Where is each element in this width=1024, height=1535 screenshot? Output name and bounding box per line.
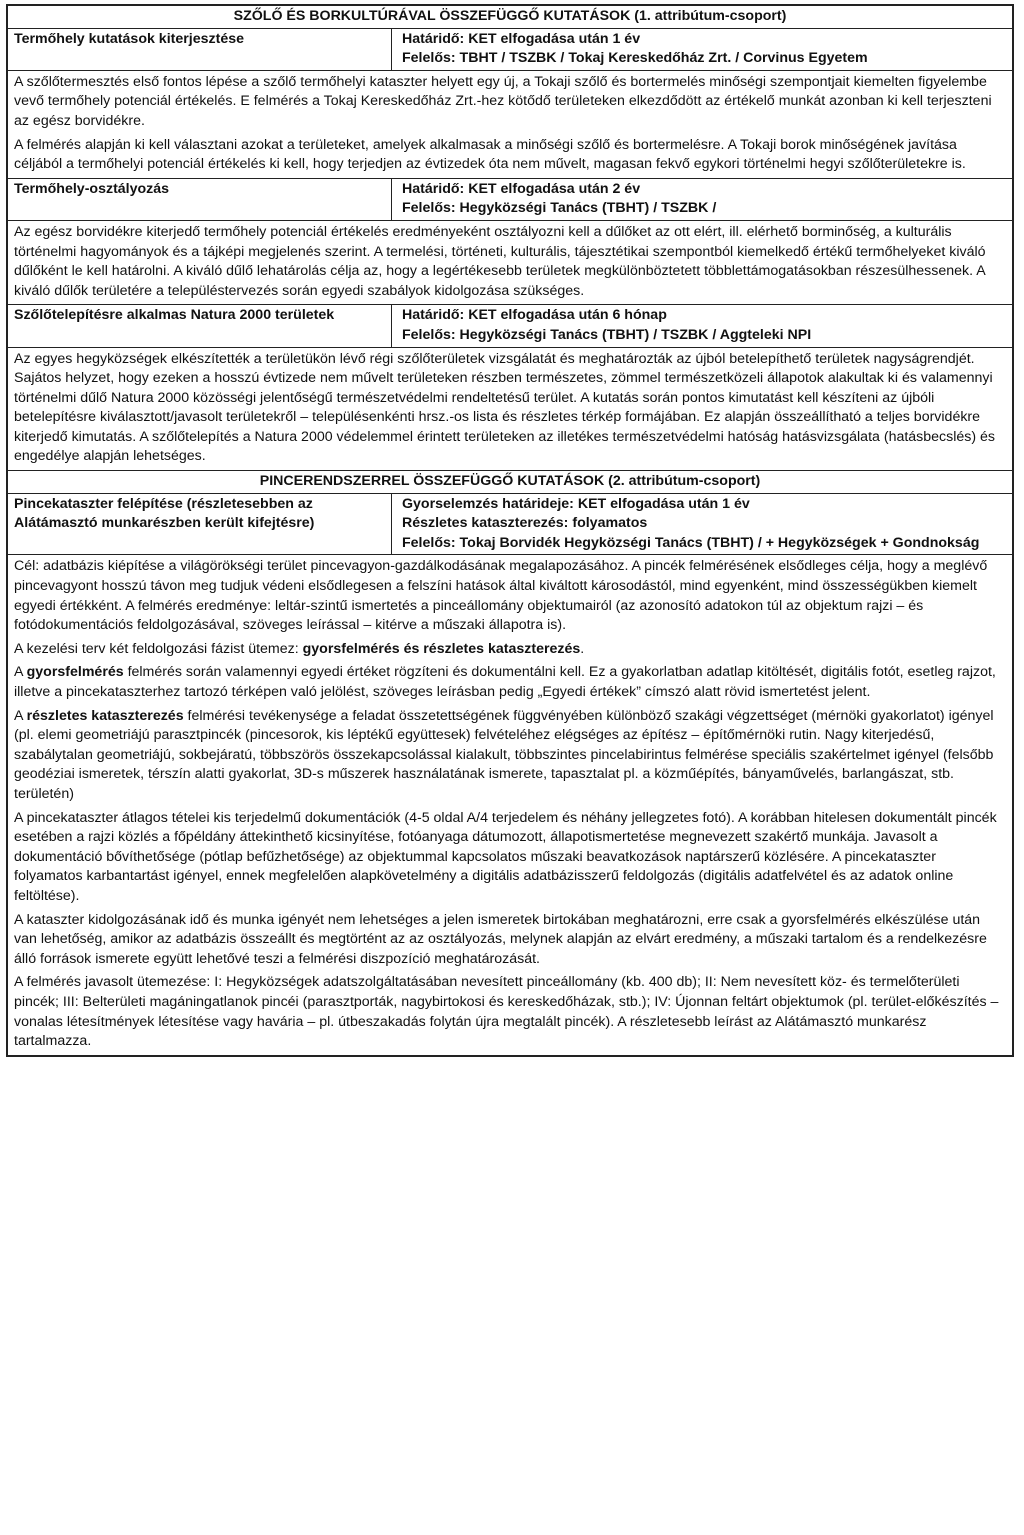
row-topic: Termőhely kutatások kiterjesztése — [8, 29, 392, 70]
text-run: felmérés során valamennyi egyedi értéket rögzíteni és dokumentálni kell. Ez a gyakorlatban adatlap kitöltését, digitális fotót, esetleg rajzot, illetve a pincekataszterhez tartozó térképen való jelölést, szöveges leírásban pedig „Egyedi értékek” címszó alatt rövid ismertetést jelent. — [14, 664, 996, 700]
paragraph: A felmérés alapján ki kell választani azokat a területeket, amelyek alkalmasak a minőségi szőlő és bortermelésre. A Tokaji borok minőségének javítása céljából a termőhelyi potenciál értékelés ki kell, hogy terjedjen az évtizedek óta nem művelt, magasan fekvő egykori történelmi hegyi szőlőterületekre is. — [14, 136, 966, 173]
deadline: Határidő: KET elfogadása után 2 év — [402, 180, 641, 197]
paragraph — [14, 640, 1006, 660]
section2-title: PINCERENDSZERREL ÖSSZEFÜGGŐ KUTATÁSOK (2. attribútum-csoport) — [8, 471, 1012, 494]
deadline: Határidő: KET elfogadása után 1 év — [402, 30, 641, 47]
bold-run: részletes kataszterezés — [26, 707, 184, 724]
paragraph: A pincekataszter átlagos tételei kis terjedelmű dokumentációk (4-5 oldal A/4 terjedelem és néhány jellegzetes fotó). A korábban hitelesen dokumentált pincék esetében a rajzi közlés a főpéldány áttekinthető kicsinyítése, fotóanyaga dátumozott, állapotismertetése megnevezett szakértő munkája. Javasolt a dokumentáció bővíthetősége (pótlap befűzhetősége) az objektummal kapcsolatos műszaki beavatkozások naptárszerű közlésére. A pincekataszter folyamatos karbantartást igényel, ennek megfelelően alapkövetelmény a digitális adatbázisszerű feldolgozás (digitális adatfelvétel és az adatok online feltöltése). — [14, 809, 997, 904]
row-meta — [392, 29, 1012, 70]
section1-title: SZŐLŐ ÉS BORKULTÚRÁVAL ÖSSZEFÜGGŐ KUTATÁSOK (1. attribútum-csoport) — [8, 6, 1012, 29]
paragraph: Cél: adatbázis kiépítése a világörökségi terület pincevagyon-gazdálkodásának megalapozásához. A pincék felmérésének elsődleges célja, hogy a meglévő pincevagyont hosszú távon meg tudjuk védeni elsődlegesen a felszíni hatások által kiváltott károsodástól, mind egyenként, mind összességükben kiemelt egyedi értékként. A felmérés eredménye: leltár-szintű ismertetés a pinceállomány objektumairól (az azonosító adatokon túl az objektum rajzi – és fotódokumentációs feldolgozásával, szöveges leírással – kitérve a műszaki állapotra is). — [14, 558, 988, 634]
bold-run: gyorsfelmérés és részletes kataszterezés — [302, 640, 581, 657]
text-run: . — [580, 640, 585, 657]
paragraph: A kataszter kidolgozásának idő és munka igényét nem lehetséges a jelen ismeretek birtokában meghatározni, erre csak a gyorsfelmérés elkészülése után van lehetőség, amikor az adatbázis összeállt és megtörtént az az osztályozás, melynek alapján az elvárt eredmény, a műszaki tartalom és a rendelkezésre álló források ismerete együtt lehetővé teszi a felmérési diszpozíció meghatározását. — [14, 911, 987, 967]
paragraph: Az egyes hegyközségek elkészítették a területükön lévő régi szőlőterületek vizsgálatát és meghatározták az újból betelepíthető területek nagyságrendjét. Sajátos helyzet, hogy ezeken a hosszú évtizede nem művelt területeken részben természetes, zömmel természetközeli állapotok alakultak ki és valamennyi történelmi dűlő Natura 2000 közösségi jelentőségű természetvédelmi rendeltetésű terület. A kutatás során pontos kimutatást kell készíteni az újbóli betelepítésre kiválasztott/javasolt területekről – településenkénti hrsz.-os lista és részletes térkép formájában. Ez alapján összeállítható a teljes borvidékre kiterjedő kimutatás. A szőlőtelepítés a Natura 2000 védelemmel érintett területeken az illetékes természetvédelmi hatóság hatásvizsgálata (hatásbecslés) és engedélye alapján lehetséges. — [14, 350, 996, 465]
detailed-registration: Részletes kataszterezés: folyamatos — [402, 515, 648, 532]
paragraph: Az egész borvidékre kiterjedő termőhely potenciál értékelés eredményeként osztályozni kell a dűlőket az ott elért, ill. elérhető borminőség, a kulturális történelmi hagyományok és a tájképi megjelenés szerint. A termelési, történeti, kulturális, tájesztétikai szempontból kiemelkedő értékű termőhelyeket kiváló dűlőként le kell határolni. A kiváló dűlő lehatárolás célja az, hogy a legértékesebb területek megkülönböztetett többlettámogatásokban részesülhessenek. A kiváló dűlők területére a településtervezés során egyedi szabályok kidolgozása szükséges. — [14, 223, 986, 299]
row-meta — [392, 305, 1012, 346]
text-run: A kezelési terv két feldolgozási fázist ütemez: — [14, 640, 303, 657]
responsible: Felelős: Hegyközségi Tanács (TBHT) / TSZBK / Aggteleki NPI — [402, 326, 812, 343]
responsible: Felelős: TBHT / TSZBK / Tokaj Kereskedőház Zrt. / Corvinus Egyetem — [402, 50, 868, 67]
row-meta — [392, 179, 1012, 220]
text-run: A — [14, 707, 27, 724]
paragraph: A felmérés javasolt ütemezése: I: Hegyközségek adatszolgáltatásában nevesített pinceállomány (kb. 400 db); II: Nem nevesített köz- és termelőterületi pincék; III: Belterületi magáningatlanok pincéi (parasztporták, nagybirtokosi és kereskedőházak, stb.); IV: Újonnan feltárt objektumok (pl. terület-előkészítés – vonalas létesítmények létesítése vagy havária – pl. útbeszakadás folytán újra megtalált pincék). A részletesebb leírást az Alátámasztó munkarész tartalmazza. — [14, 974, 999, 1050]
row-header — [8, 305, 1012, 347]
row-body — [8, 71, 1012, 179]
bold-run: gyorsfelmérés — [26, 664, 124, 681]
paragraph — [14, 663, 1006, 702]
quick-analysis-deadline: Gyorselemzés határideje: KET elfogadása után 1 év — [402, 495, 750, 512]
row-body — [8, 221, 1012, 305]
responsible: Felelős: Tokaj Borvidék Hegyközségi Tanács (TBHT) / + Hegyközségek + Gondnokság — [402, 534, 980, 551]
text-run: A — [14, 664, 27, 681]
deadline: Határidő: KET elfogadása után 6 hónap — [402, 307, 667, 324]
row-meta — [392, 494, 1012, 555]
row-body — [8, 348, 1012, 472]
row-header — [8, 29, 1012, 71]
row-topic: Szőlőtelepítésre alkalmas Natura 2000 területek — [8, 305, 392, 346]
paragraph — [14, 707, 1006, 805]
row-header — [8, 179, 1012, 221]
row-header — [8, 494, 1012, 556]
row-topic: Pincekataszter felépítése (részletesebben az Alátámasztó munkarészben került kifejtésre) — [8, 494, 392, 555]
document-table — [6, 4, 1014, 1057]
row-topic: Termőhely-osztályozás — [8, 179, 392, 220]
responsible: Felelős: Hegyközségi Tanács (TBHT) / TSZBK / — [402, 200, 717, 217]
section2-body — [8, 555, 1012, 1054]
paragraph: A szőlőtermesztés első fontos lépése a szőlő termőhelyi kataszter helyett egy új, a Tokaji szőlő és bortermelés minőségi szempontjait kiemelten figyelembe vevő termőhely potenciál értékelés. E felmérés a Tokaj Kereskedőház Zrt.-hez kötődő területeken elkezdődött az értékelő munkát azonban ki kell terjeszteni az egész borvidékre. — [14, 73, 992, 129]
text-run: felmérési tevékenysége a feladat összetettségének függvényében különböző szakági végzettséget (mérnöki gyakorlatot) igényel (pl. elemi geometriájú parasztpincék (pincesorok, kis léptékű együttesek) felvételéhez elégséges az építész – építőmérnöki rutin. Nagy kiterjedésű, szabálytalan geometriájú, sokbejáratú, többszörös összekapcsolással kialakult, többszintes pincelabirintus felmérése speciális szakértelmet igényel (felsőbb geodéziai ismeretek, térszín alatti gyakorlat, 3D-s műszerek használatának ismerete, tapasztalat pl. a közműépítés, bányaművelés, barlangászat, stb. területén) — [14, 707, 994, 802]
